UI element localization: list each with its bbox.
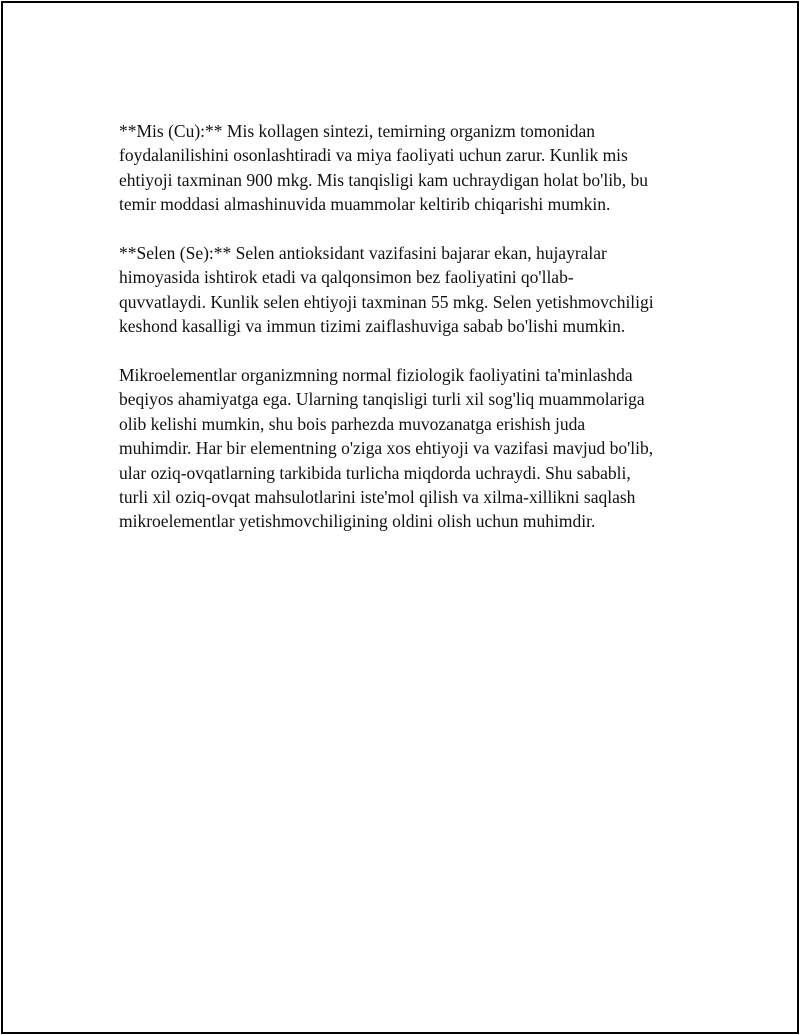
text-line: himoyasida ishtirok etadi va qalqonsimon bez faoliyatini qo'llab-	[119, 267, 574, 288]
paragraph-conclusion	[119, 363, 699, 534]
text-line: beqiyos ahamiyatga ega. Ularning tanqisligi turli xil sog'liq muammolariga	[119, 389, 645, 410]
text-line: Mikroelementlar organizmning normal fiziologik faoliyatini ta'minlashda	[119, 365, 633, 386]
page-frame	[1, 1, 799, 1034]
document-body	[119, 119, 699, 558]
text-line: turli xil oziq-ovqat mahsulotlarini iste'mol qilish va xilma-xillikni saqlash	[119, 487, 636, 508]
paragraph-copper	[119, 119, 699, 217]
text-line: ular oziq-ovqatlarning tarkibida turlicha miqdorda uchraydi. Shu sababli,	[119, 462, 631, 483]
text-line: **Selen (Se):** Selen antioksidant vazifasini bajarar ekan, hujayralar	[119, 243, 607, 264]
text-line: keshond kasalligi va immun tizimi zaiflashuviga sabab bo'lishi mumkin.	[119, 316, 626, 337]
text-line: mikroelementlar yetishmovchiligining oldini olish uchun muhimdir.	[119, 511, 596, 532]
text-line: muhimdir. Har bir elementning o'ziga xos ehtiyoji va vazifasi mavjud bo'lib,	[119, 438, 654, 459]
text-line: temir moddasi almashinuvida muammolar keltirib chiqarishi mumkin.	[119, 194, 611, 215]
paragraph-selenium	[119, 241, 699, 339]
text-line: olib kelishi mumkin, shu bois parhezda muvozanatga erishish juda	[119, 413, 586, 434]
text-line: ehtiyoji taxminan 900 mkg. Mis tanqisligi kam uchraydigan holat bo'lib, bu	[119, 169, 649, 190]
text-line: quvvatlaydi. Kunlik selen ehtiyoji taxminan 55 mkg. Selen yetishmovchiligi	[119, 291, 654, 312]
text-line: **Mis (Cu):** Mis kollagen sintezi, temirning organizm tomonidan	[119, 121, 596, 141]
text-line: foydalanilishini osonlashtiradi va miya faoliyati uchun zarur. Kunlik mis	[119, 145, 628, 166]
